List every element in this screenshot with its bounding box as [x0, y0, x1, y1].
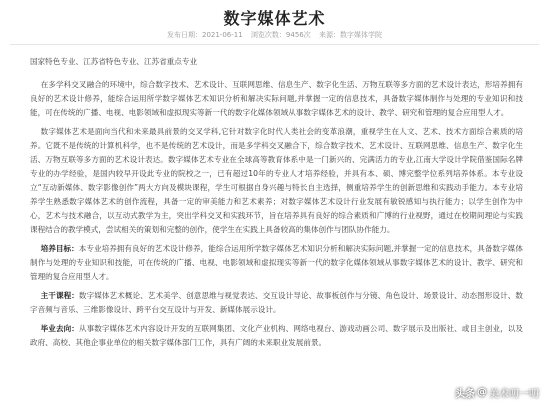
training-goal-label: 培养目标： [40, 244, 79, 253]
account-name: 美术叨一叨 [489, 389, 539, 400]
title-divider [10, 44, 539, 45]
career-text: 从事数字媒体艺术内容设计开发的互联网集团、文化产业机构、网络电视台、游戏动画公司、数字展示及出版社、或目主创业，以及政府、高校、其他企事业单位的相关数字媒体部门工作，具有广阔的未来职业发展前景。 [30, 324, 524, 347]
career-label: 毕业去向： [40, 324, 79, 333]
description-paragraph: 数字媒体艺术是面向当代和未来最具前景的交叉学科,它针对数字化时代人类社会的变革浪潮，重视学生在人文、艺术、技术方面综合素质的培养。它既不是传统的计算机科学，也不是传统的艺术设计，而是多学科交叉融合下，综合数字技术、艺术设计、互联网思维、信息生产、数字化生活、万物互联等多方面的艺术设计表达。数字媒体艺术专业在全球高等教育体系中是一门新兴的、完满活力的专业,江南大学设计学院借鉴国际名牌专业的办学经验，是国内较早开设此专业的院校之一，已有超过10年的专业人才培养经验，并具有本、硕、博完整学位系列培养体系。本专业设立“互动新媒体、数字影像创作”两大方向及模块课程，学生可根据自身兴趣与特长自主选择，侧重培养学生的创新思维和实践动手能力。本专业培养学生熟悉数字媒体艺术的创作流程，具备一定的审美能力和艺术素养；对数字媒体艺术设计行业发展有敏锐感知与执行能力；以学生创作为中心，艺术与技术融合，以互动式教学为主，突出学科交叉和实践环节，旨在培养具有良好的综合素质和广博的行业视野，通过在校期间理论与实践课程结合的教学模式，尝试相关的策划和完整的创作，使学生在实践上具备较高的集体创作与团队协作能力。 [30, 127, 523, 234]
view-count: 浏览次数：9456次 [250, 31, 311, 39]
intro-paragraph: 在多学科交叉融合的环境中，综合数字技术、艺术设计、互联网思维、信息生产、数字化生活、万物互联等多方面的艺术设计表达，形培养拥有良好的艺术设计修养，能综合运用所学数字媒体艺术知识分析和解决实际问题,并掌握一定的信息技术，具备数字媒体制作与处理的专业知识和技能，可在传统的广播、电视、电影领域和虚拟现实等新一代的数字化媒体领域从事数字媒体艺术的设计、教学、研究和管理的复合应用型人才。 [30, 80, 523, 117]
at-symbol: @ [477, 387, 487, 398]
training-goal-text: 本专业培养拥有良好的艺术设计修养，能综合运用所学数字媒体艺术知识分析和解决实际问题,并掌握一定的信息技术，具备数字媒体制作与处理的专业知识和技能，可在传统的广播、电视、电影领域和虚拟现实等新一代的数字化媒体领域从事数字媒体艺术的设计、教学、研究和管理的复合应用型人才。 [30, 244, 523, 281]
major-tags: 国家特色专业、江苏省特色专业、江苏省重点专业 [30, 57, 198, 66]
core-courses-section [30, 289, 523, 317]
training-goal-section [30, 242, 523, 284]
watermark [455, 385, 539, 400]
core-courses-label: 主干课程： [40, 291, 79, 300]
article-source: 来源：数字媒体学院 [318, 31, 382, 39]
article-body [30, 55, 523, 355]
article-meta [0, 30, 549, 40]
page-title: 数字媒体艺术 [223, 9, 326, 28]
core-courses-text: 数字媒体艺术概论、艺术美学、创意思维与视觉表达、交互设计导论、故事板创作与分镜、角色设计、场景设计、动态图形设计、数字音频与音乐、三维影像设计、跨平台交互设计与开发、新媒体展示设计。 [30, 291, 524, 314]
platform-logo: 头条 [455, 389, 475, 400]
publish-date: 发布日期：2021-06-11 [167, 31, 243, 39]
career-section [30, 322, 523, 350]
